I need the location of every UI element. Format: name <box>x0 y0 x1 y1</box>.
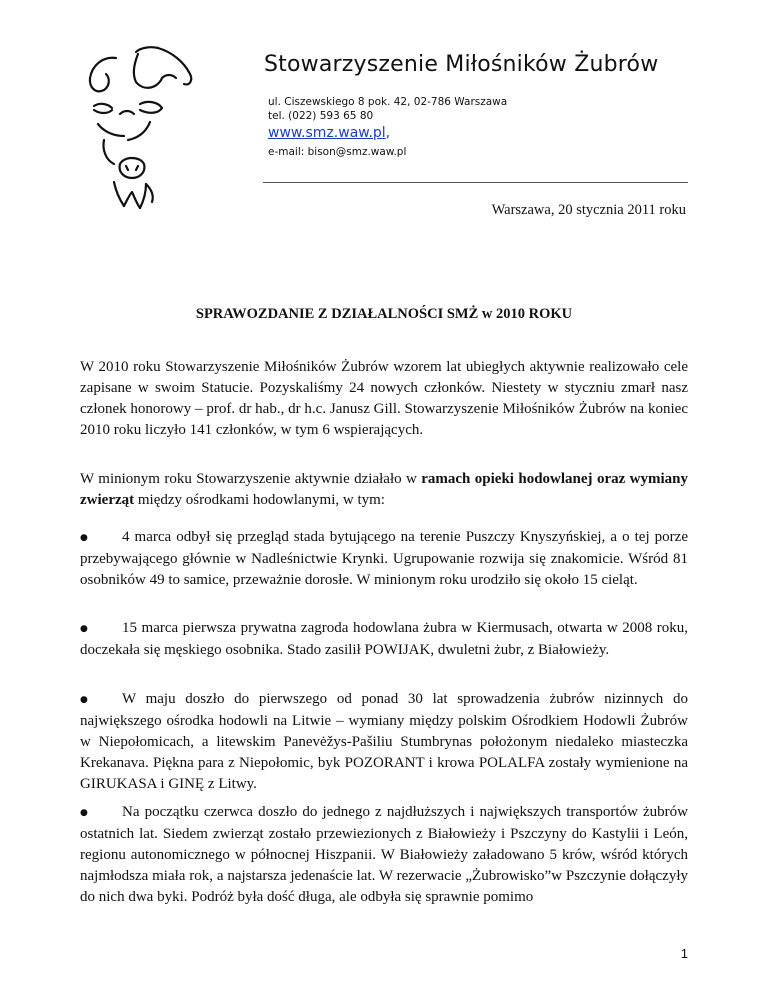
website-suffix: , <box>385 125 391 141</box>
page-number: 1 <box>680 946 688 961</box>
document-date: Warszawa, 20 stycznia 2011 roku <box>491 202 686 218</box>
activities-paragraph <box>80 469 688 511</box>
bullet-icon: ● <box>80 624 88 634</box>
bullet-icon: ● <box>80 533 88 543</box>
document-title: SPRAWOZDANIE Z DZIAŁALNOŚCI SMŻ w 2010 ROKU <box>195 306 573 322</box>
activities-text-end: między ośrodkami hodowlanymi, w tym: <box>134 492 385 508</box>
website-link[interactable]: www.smz.waw.pl <box>268 125 386 141</box>
intro-paragraph-text: W 2010 roku Stowarzyszenie Miłośników Żubrów wzorem lat ubiegłych aktywnie realizowało cele zapisane w swoim Statucie. Pozyskaliśmy 24 nowych członków. Niestety w styczniu zmarł nasz członek honorowy – prof. dr hab., dr h.c. Janusz Gill. Stowarzyszenie Miłośników Żubrów na koniec 2010 roku liczyło 141 członków, w tym 6 wspierających. <box>80 359 688 438</box>
activities-text-start: W minionym roku Stowarzyszenie aktywnie działało w <box>80 471 422 487</box>
list-item <box>80 689 688 795</box>
bullet-icon: ● <box>80 695 88 705</box>
list-item <box>80 618 688 661</box>
bullet-icon: ● <box>80 808 88 818</box>
list-item-text: Na początku czerwca doszło do jednego z najdłuższych i największych transportów żubrów ostatnich lat. Siedem zwierząt zostało przewiezionych z Białowieży i Pszczyny do Kastylii i León, regionu autonomicznego w północnej Hiszpanii. W Białowieży załadowano 5 krów, wśród których najmłodsza miała rok, a najstarsza jedenaście lat. W rezerwacie „Żubrowisko”w Pszczynie dołączyły do nich dwa byki. Podróż była dość długa, ale odbyła się sprawnie pomimo <box>80 804 688 905</box>
organization-name: Stowarzyszenie Miłośników Żubrów <box>264 52 659 77</box>
intro-paragraph <box>80 357 688 441</box>
header-divider <box>263 182 688 183</box>
organization-address: ul. Ciszewskiego 8 pok. 42, 02-786 Warszawa <box>268 96 508 108</box>
website-line <box>268 125 390 141</box>
list-item-text: 15 marca pierwsza prywatna zagroda hodowlana żubra w Kiermusach, otwarta w 2008 roku, doczekała się męskiego osobnika. Stado zasilił POWIJAK, dwuletni żubr, z Białowieży. <box>80 620 688 658</box>
list-item <box>80 527 688 591</box>
activities-text-bold: ramach opieki hodowlanej oraz wymiany zwierząt <box>80 471 688 508</box>
bison-head-sketch-icon <box>80 44 200 219</box>
list-item-text: 4 marca odbył się przegląd stada bytującego na terenie Puszczy Knyszyńskiej, a o tej porze przebywającego głównie w Nadleśnictwie Krynki. Ugrupowanie rozwija się znakomicie. Wśród 81 osobników 49 to samice, przeważnie dorosłe. W minionym roku urodziło się około 15 cieląt. <box>80 529 688 588</box>
list-item-text: W maju doszło do pierwszego od ponad 30 lat sprowadzenia żubrów nizinnych do największego ośrodka hodowli na Litwie – wymiany między polskim Ośrodkiem Hodowli Żubrów w Niepołomicach, a litewskim Panevėžys-Pašiliu Stumbrynas położonym niedaleko miasteczka Krekanava. Piękna para z Niepołomic, byk POZORANT i krowa POLALFA zostały wymienione na GIRUKASA i GINĘ z Litwy. <box>80 691 688 792</box>
organization-email: e-mail: bison@smz.waw.pl <box>268 146 407 158</box>
list-item <box>80 802 688 908</box>
organization-phone: tel. (022) 593 65 80 <box>268 110 374 122</box>
